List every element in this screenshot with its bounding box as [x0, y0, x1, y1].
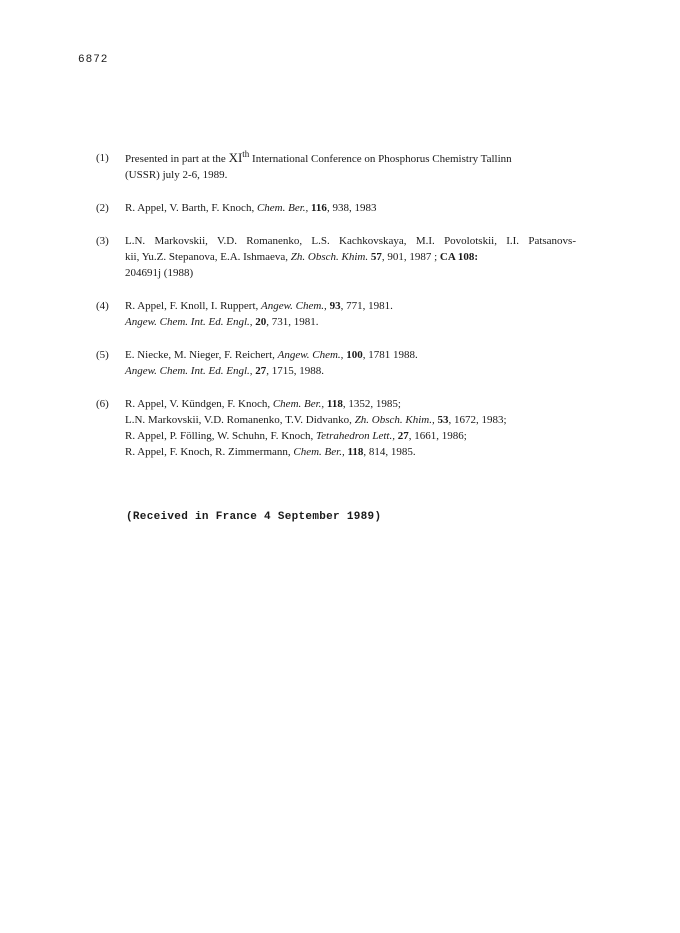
reference-segment: L.N. Markovskii, V.D. Romanenko, T.V. Didvanko, [125, 414, 355, 426]
journal-name: Chem. Ber., [256, 202, 309, 214]
reference-line [125, 412, 576, 428]
reference-segment: , 1672, 1983; [448, 414, 507, 426]
reference-segment: , 771, 1981. [340, 300, 393, 312]
reference-segment: , 814, 1985. [363, 446, 416, 458]
reference-segment: , 1352, 1985; [342, 398, 401, 410]
reference-segment: E. Niecke, M. Nieger, F. Reichert, [125, 349, 278, 361]
reference-line [125, 298, 576, 314]
volume-number: 100 [346, 349, 363, 361]
reference-number: (2) [96, 202, 109, 214]
reference-number: (5) [96, 349, 109, 361]
reference-segment: L.N. Markovskii, V.D. Romanenko, L.S. Kachkovskaya, M.I. Povolotskii, I.I. Patsanovs- [125, 235, 576, 247]
page-number: 6872 [78, 54, 109, 66]
volume-number: 20 [255, 316, 267, 328]
reference-line [125, 444, 576, 460]
reference-number: (4) [96, 300, 109, 312]
journal-name: Zh. Obsch. Khim., [354, 414, 435, 426]
reference-segment: , 1781 1988. [362, 349, 418, 361]
reference-item [96, 396, 576, 460]
reference-line [125, 265, 576, 281]
volume-number: 116 [311, 202, 327, 214]
reference-number: (1) [96, 152, 109, 164]
reference-text [125, 347, 576, 379]
reference-segment: R. Appel, V. Barth, F. Knoch, [125, 202, 257, 214]
reference-segment: , 938, 1983 [326, 202, 377, 214]
volume-number: 57 [370, 251, 382, 263]
reference-item [96, 150, 576, 183]
volume-number: CA 108: [439, 251, 479, 263]
reference-segment: R. Appel, F. Knoll, I. Ruppert, [125, 300, 262, 312]
reference-segment: , 731, 1981. [266, 316, 319, 328]
journal-name: Angew. Chem., [261, 300, 327, 312]
reference-line [125, 428, 576, 444]
journal-name: Zh. Obsch. Khim. [290, 251, 369, 263]
reference-text [125, 233, 576, 281]
reference-segment: (USSR) july 2-6, 1989. [125, 169, 228, 181]
reference-text [125, 200, 576, 216]
reference-segment: kii, Yu.Z. Stepanova, E.A. Ishmaeva, [125, 251, 291, 263]
superscript: th [242, 149, 250, 159]
reference-line [125, 396, 576, 412]
reference-segment: R. Appel, F. Knoch, R. Zimmermann, [125, 446, 294, 458]
reference-line [125, 363, 576, 379]
journal-name: Angew. Chem. Int. Ed. Engl., [125, 365, 253, 377]
reference-segment: , 1661, 1986; [408, 430, 467, 442]
reference-segment: , 901, 1987 ; [381, 251, 440, 263]
reference-item [96, 298, 576, 330]
reference-segment: R. Appel, V. Kündgen, F. Knoch, [125, 398, 273, 410]
journal-name: Angew. Chem., [277, 349, 344, 361]
journal-name: Chem. Ber., [293, 446, 345, 458]
reference-segment: International Conference on Phosphorus Chemistry Tallinn [249, 153, 512, 165]
reference-line [125, 347, 576, 363]
journal-name: Chem. Ber., [272, 398, 325, 410]
reference-text [125, 298, 576, 330]
journal-name: Tetrahedron Lett., [316, 430, 395, 442]
reference-text [125, 150, 576, 183]
reference-segment: 204691j (1988) [125, 267, 194, 279]
reference-line [125, 167, 576, 183]
reference-number: (3) [96, 235, 109, 247]
volume-number: 27 [397, 430, 409, 442]
reference-text [125, 396, 576, 460]
volume-number: 53 [437, 414, 449, 426]
reference-line [125, 249, 576, 265]
volume-number: 93 [329, 300, 341, 312]
reference-number: (6) [96, 398, 109, 410]
reference-item [96, 233, 576, 281]
reference-item [96, 200, 576, 216]
journal-name: Angew. Chem. Int. Ed. Engl., [125, 316, 253, 328]
reference-segment: R. Appel, P. Fölling, W. Schuhn, F. Knoch, [125, 430, 317, 442]
reference-line [125, 150, 576, 167]
volume-number: 118 [326, 398, 343, 410]
reference-segment: Presented in part at the [125, 153, 229, 165]
reference-segment: , 1715, 1988. [266, 365, 324, 377]
reference-line [125, 200, 576, 216]
references-list [96, 150, 576, 477]
reference-segment: XI [228, 150, 243, 165]
reference-item [96, 347, 576, 379]
volume-number: 27 [255, 365, 267, 377]
received-note: (Received in France 4 September 1989) [126, 511, 382, 523]
reference-line [125, 233, 576, 249]
volume-number: 118 [347, 446, 364, 458]
reference-line [125, 314, 576, 330]
